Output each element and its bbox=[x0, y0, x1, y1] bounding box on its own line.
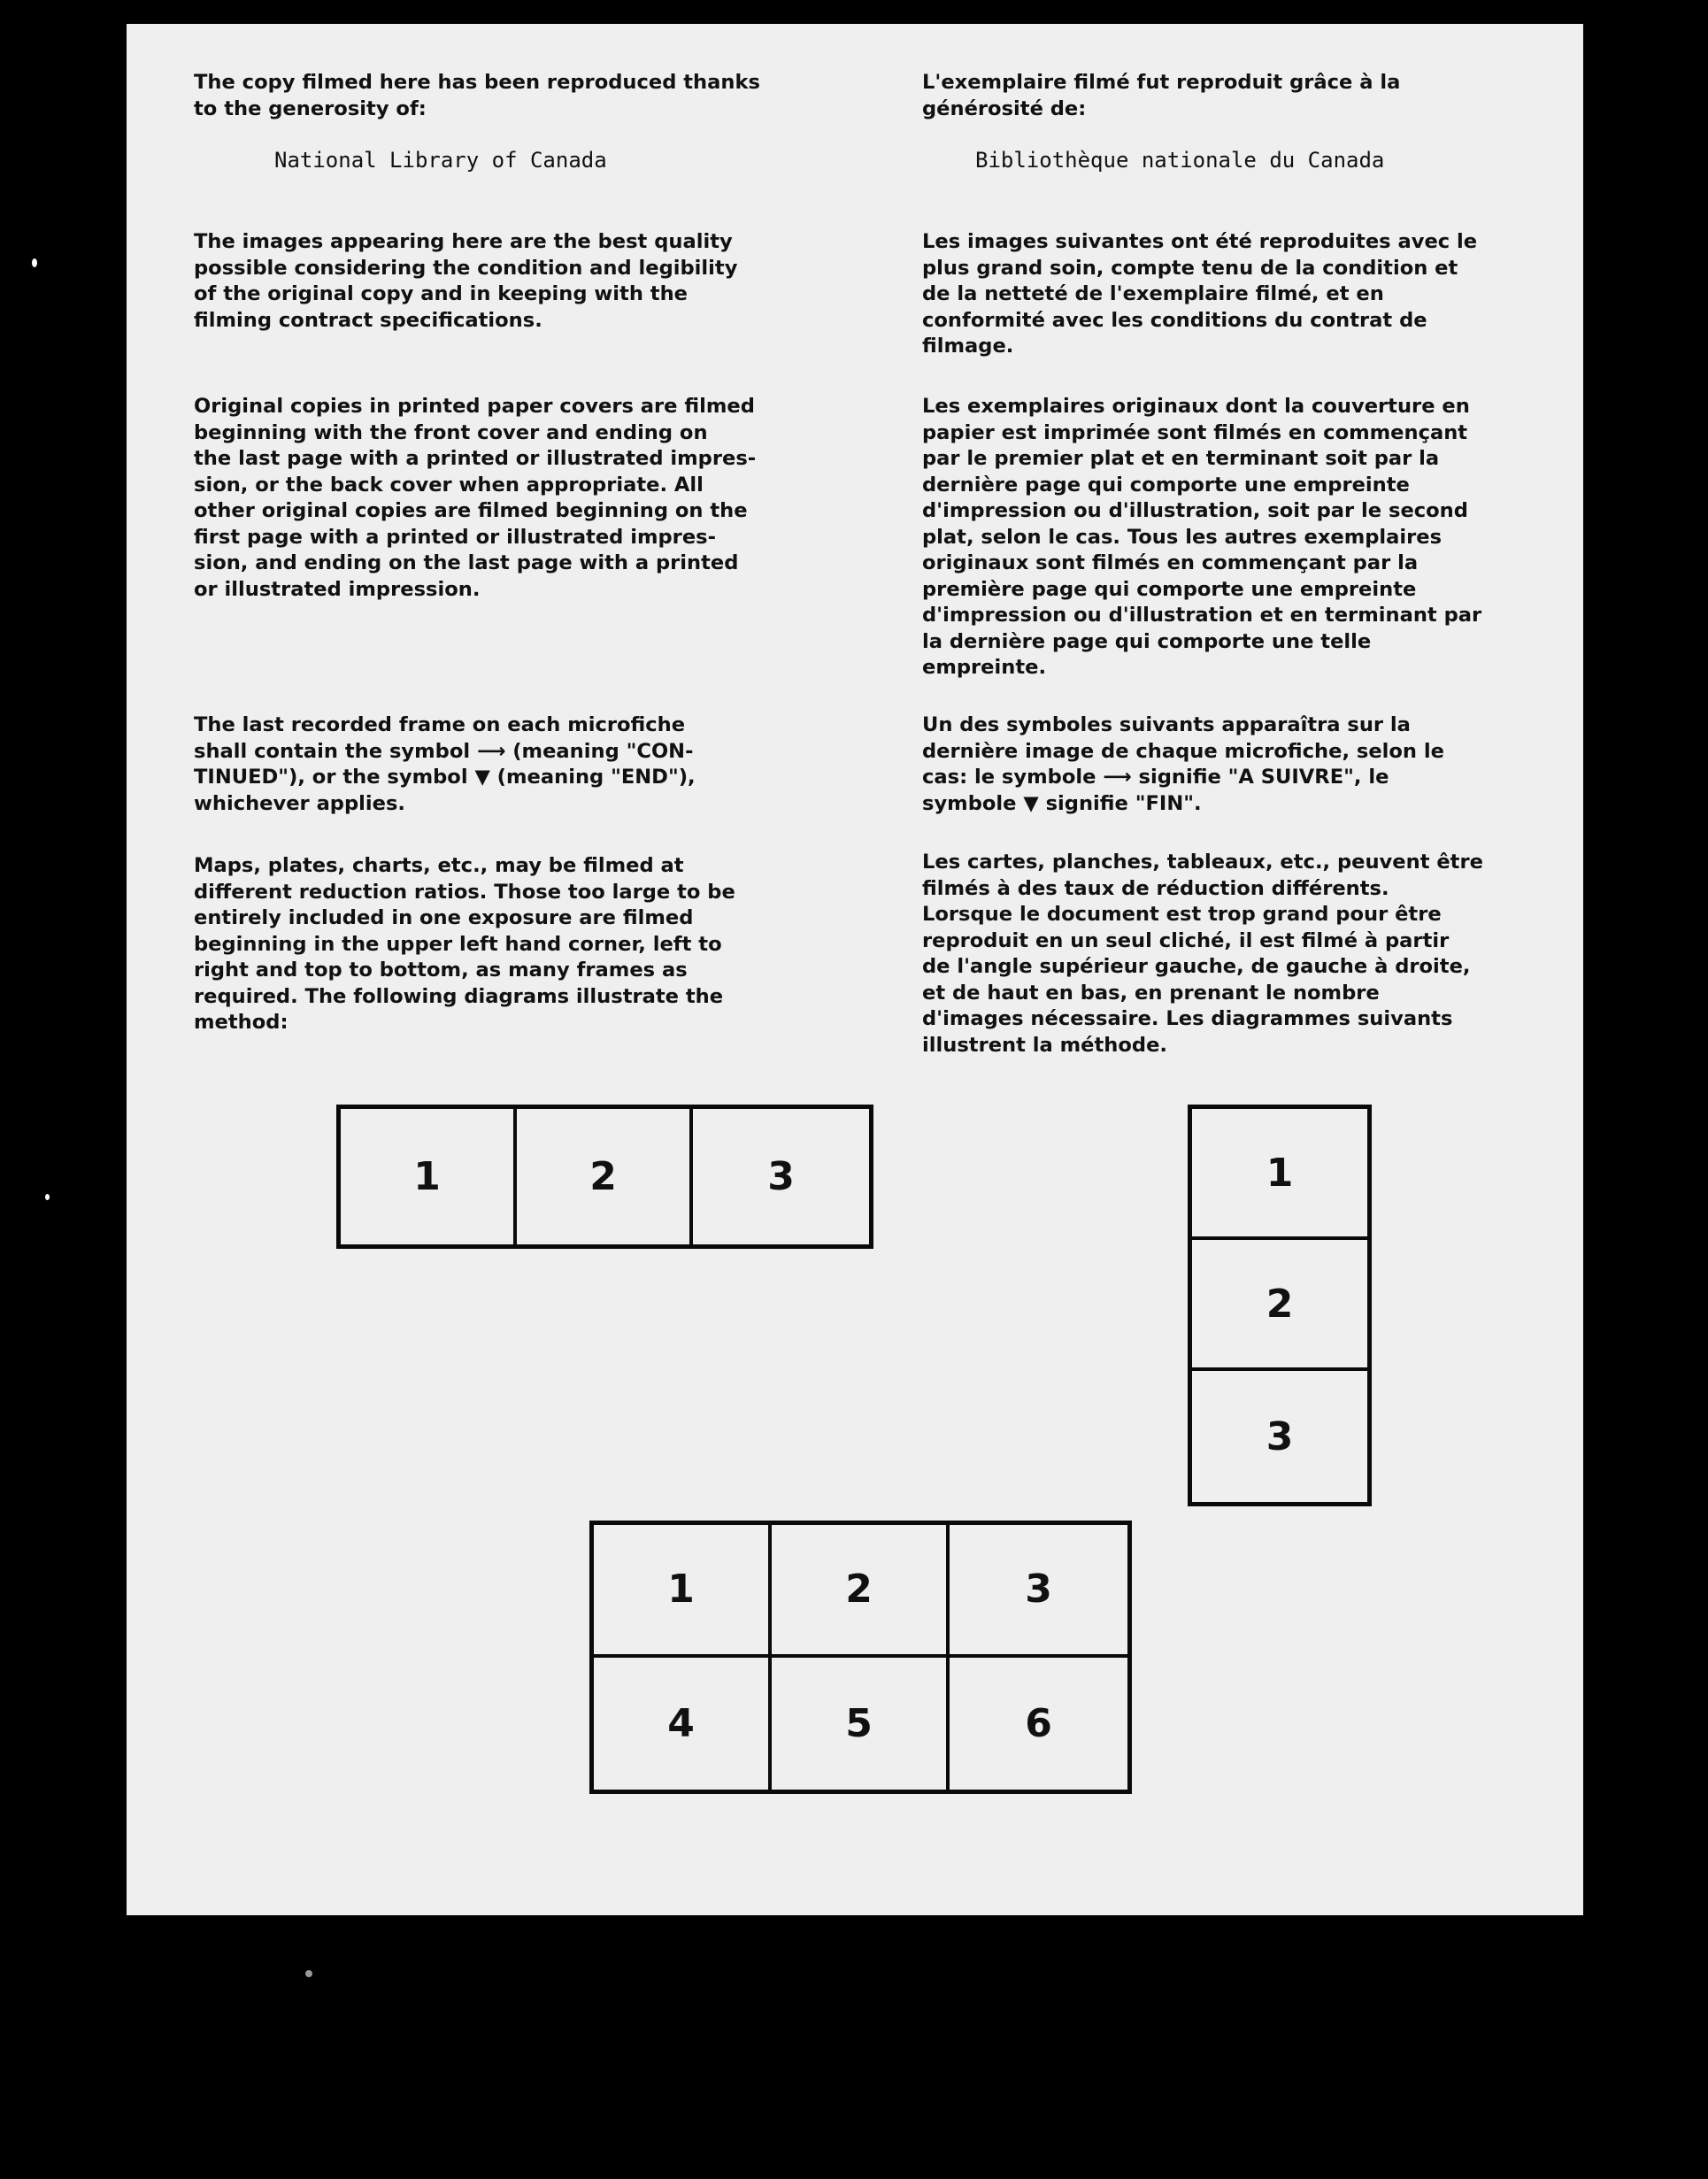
maps-note-fr: Les cartes, planches, tableaux, etc., peuvent être filmés à des taux de réduction différents. Lorsque le document est trop grand pour être reproduit en un seul cliché, il est filmé à partir de l'angle supérieur gauche, de gauche à droite, et de haut en bas, en prenant le nombre d'images nécessaire. Les diagrammes suivants illustrent la méthode. bbox=[922, 851, 1483, 1057]
grid-frame-diagram bbox=[589, 1521, 1132, 1794]
maps-note-en: Maps, plates, charts, etc., may be filmed at different reduction ratios. Those too large to be entirely included in one exposure are filmed beginning in the upper left hand corner, left to right and top to bottom, as many frames as required. The following diagrams illustrate the method: bbox=[194, 854, 735, 1034]
frame-cell: 1 bbox=[341, 1109, 517, 1244]
library-name-fr: Bibliothèque nationale du Canada bbox=[975, 148, 1385, 173]
acknowledgement-en: The copy filmed here has been reproduced thanks to the generosity of: bbox=[194, 71, 760, 120]
vertical-frame-diagram bbox=[1188, 1105, 1372, 1506]
frame-cell: 3 bbox=[950, 1525, 1127, 1658]
frame-cell: 2 bbox=[517, 1109, 693, 1244]
originals-note-en: Original copies in printed paper covers are filmed beginning with the front cover and ending on the last page with a printed or illustrated impres- sion, or the back cover when appropriate. All other original copies are filmed beginning on the first page with a printed or illustrated impres- sion, and ending on the last page with a printed or illustrated impression. bbox=[194, 395, 757, 601]
scan-speck bbox=[305, 1970, 312, 1977]
frame-cell: 2 bbox=[772, 1525, 950, 1658]
originals-note-fr: Les exemplaires originaux dont la couverture en papier est imprimée sont filmés en commençant par le premier plat et en terminant soit par la dernière page qui comporte une empreinte d'impression ou d'illustration, soit par le second plat, selon le cas. Tous les autres exemplaires originaux sont filmés en commençant par la première page qui comporte une empreinte d'impression ou d'illustration et en terminant par la dernière page qui comporte une telle empreinte. bbox=[922, 395, 1482, 679]
quality-note-fr: Les images suivantes ont été reproduites avec le plus grand soin, compte tenu de la condition et de la netteté de l'exemplaire filmé, et en conformité avec les conditions du contrat de filmage. bbox=[922, 230, 1478, 358]
symbols-note-fr: Un des symboles suivants apparaîtra sur la dernière image de chaque microfiche, selon le cas: le symbole ⟶ signifie "A SUIVRE", le symbole ▼ signifie "FIN". bbox=[922, 713, 1444, 815]
scan-speck bbox=[32, 258, 37, 267]
acknowledgement-fr: L'exemplaire filmé fut reproduit grâce à la générosité de: bbox=[922, 71, 1401, 120]
frame-cell: 3 bbox=[767, 1154, 795, 1199]
frame-cell: 5 bbox=[772, 1658, 950, 1790]
symbols-note-en: The last recorded frame on each microfiche shall contain the symbol ⟶ (meaning "CON- TINUED"), or the symbol ▼ (meaning "END"), whichever applies. bbox=[194, 713, 696, 815]
frame-cell: 1 bbox=[594, 1525, 772, 1658]
frame-cell: 4 bbox=[594, 1658, 772, 1790]
scan-speck bbox=[45, 1194, 50, 1200]
library-name-en: National Library of Canada bbox=[274, 148, 607, 173]
frame-cell: 1 bbox=[1192, 1109, 1367, 1240]
horizontal-frame-diagram bbox=[336, 1105, 873, 1249]
frame-cell: 6 bbox=[1025, 1700, 1052, 1746]
frame-cell: 2 bbox=[1192, 1240, 1367, 1371]
quality-note-en: The images appearing here are the best quality possible considering the condition and legibility of the original copy and in keeping with the filming contract specifications. bbox=[194, 230, 738, 332]
frame-cell: 3 bbox=[1266, 1413, 1294, 1459]
